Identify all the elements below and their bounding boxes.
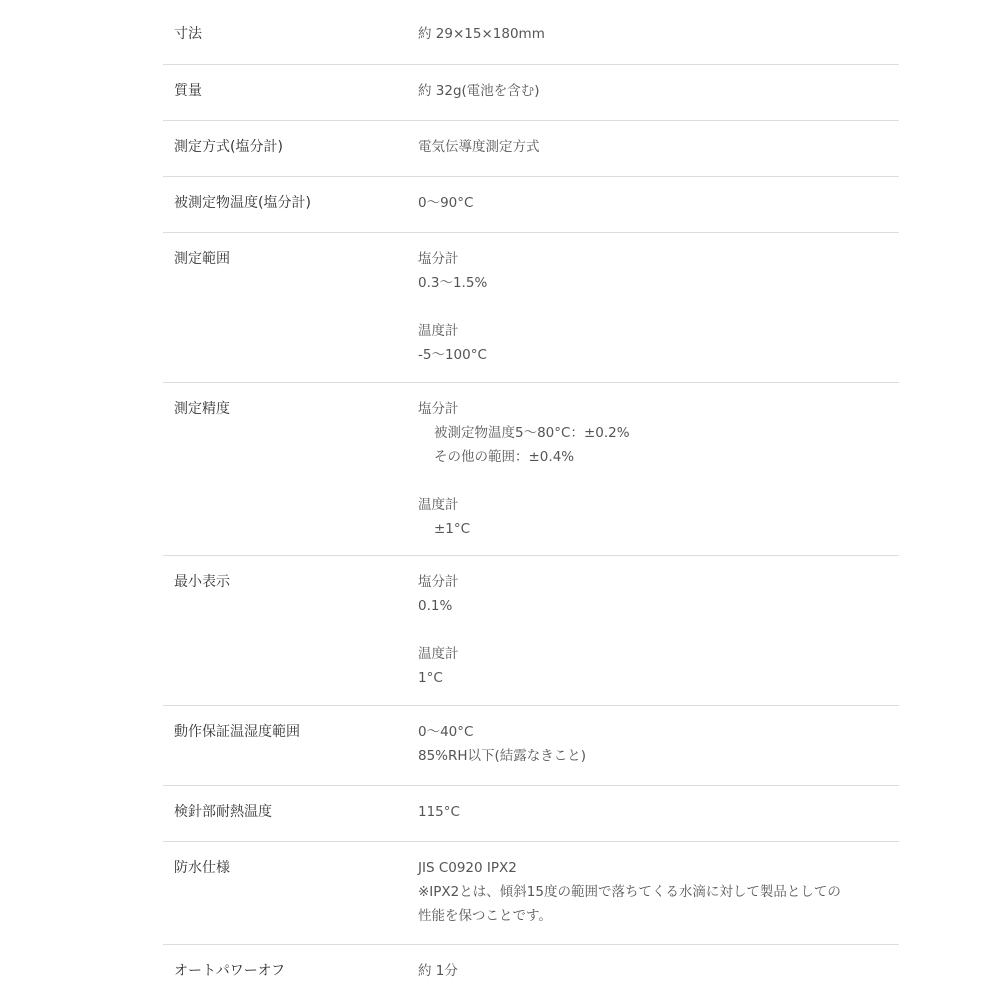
spec-value-line: 被測定物温度5～80°C：±0.2% — [434, 425, 630, 441]
spec-value — [418, 247, 899, 382]
spec-value — [418, 22, 899, 64]
spec-value — [418, 570, 899, 705]
spec-label: 被測定物温度(塩分計) — [174, 195, 311, 211]
spec-value-line: 0～90°C — [418, 195, 474, 211]
spec-value-line: 電気伝導度測定方式 — [418, 139, 540, 155]
spec-value-line: 約 32g(電池を含む) — [418, 83, 540, 99]
spec-value-gap — [418, 618, 899, 642]
spec-row-dimensions — [163, 0, 899, 65]
spec-row-measurement-range — [163, 233, 899, 383]
spec-value — [418, 397, 899, 555]
spec-row-object-temperature — [163, 177, 899, 233]
spec-value — [418, 856, 899, 944]
spec-value — [418, 135, 899, 176]
spec-value-line: 約 29×15×180mm — [418, 26, 545, 42]
spec-value-line: 0.1% — [418, 598, 453, 614]
spec-label: 検針部耐熱温度 — [174, 804, 272, 820]
spec-value-line: 85%RH以下(結露なきこと) — [418, 748, 587, 764]
spec-value-line: 温度計 — [418, 497, 459, 513]
spec-row-measurement-method — [163, 121, 899, 177]
spec-label: 寸法 — [174, 26, 202, 42]
spec-row-probe-heat-resistance — [163, 786, 899, 842]
spec-value-line: 温度計 — [418, 323, 459, 339]
spec-value-line: 温度計 — [418, 646, 459, 662]
spec-value-line: 塩分計 — [418, 401, 459, 417]
spec-row-accuracy — [163, 383, 899, 556]
spec-row-mass — [163, 65, 899, 121]
spec-value-line: 1°C — [418, 670, 443, 686]
spec-value-line: 性能を保つことです。 — [418, 908, 552, 924]
spec-value — [418, 959, 899, 1000]
spec-value-line: ※IPX2とは、傾斜15度の範囲で落ちてくる水滴に対して製品としての — [418, 884, 841, 900]
spec-value-line: 約 1分 — [418, 963, 458, 979]
spec-value — [418, 800, 899, 841]
spec-value-gap — [418, 295, 899, 319]
spec-row-minimum-display — [163, 556, 899, 706]
spec-label: 質量 — [174, 83, 202, 99]
spec-value-line: 0.3～1.5% — [418, 275, 488, 291]
spec-value-line: その他の範囲：±0.4% — [434, 449, 575, 465]
spec-value-line: 0～40°C — [418, 724, 474, 740]
spec-value — [418, 720, 899, 785]
spec-value-line: 塩分計 — [418, 574, 459, 590]
spec-value-gap — [418, 469, 899, 493]
spec-label: 最小表示 — [174, 574, 230, 590]
spec-value-line: ±1°C — [434, 521, 471, 537]
spec-row-auto-power-off — [163, 945, 899, 1000]
spec-table — [163, 0, 899, 1000]
spec-label: 動作保証温湿度範囲 — [174, 724, 300, 740]
spec-row-operating-conditions — [163, 706, 899, 786]
spec-label: 測定範囲 — [174, 251, 230, 267]
spec-label: 測定精度 — [174, 401, 230, 417]
spec-label: オートパワーオフ — [174, 963, 286, 979]
spec-value — [418, 79, 899, 120]
spec-value-line: JIS C0920 IPX2 — [418, 860, 517, 876]
spec-value-line: -5～100°C — [418, 347, 487, 363]
spec-value-line: 塩分計 — [418, 251, 459, 267]
spec-label: 防水仕様 — [174, 860, 230, 876]
spec-value — [418, 191, 899, 232]
spec-value-line: 115°C — [418, 804, 460, 820]
spec-label: 測定方式(塩分計) — [174, 139, 283, 155]
spec-row-waterproof — [163, 842, 899, 945]
